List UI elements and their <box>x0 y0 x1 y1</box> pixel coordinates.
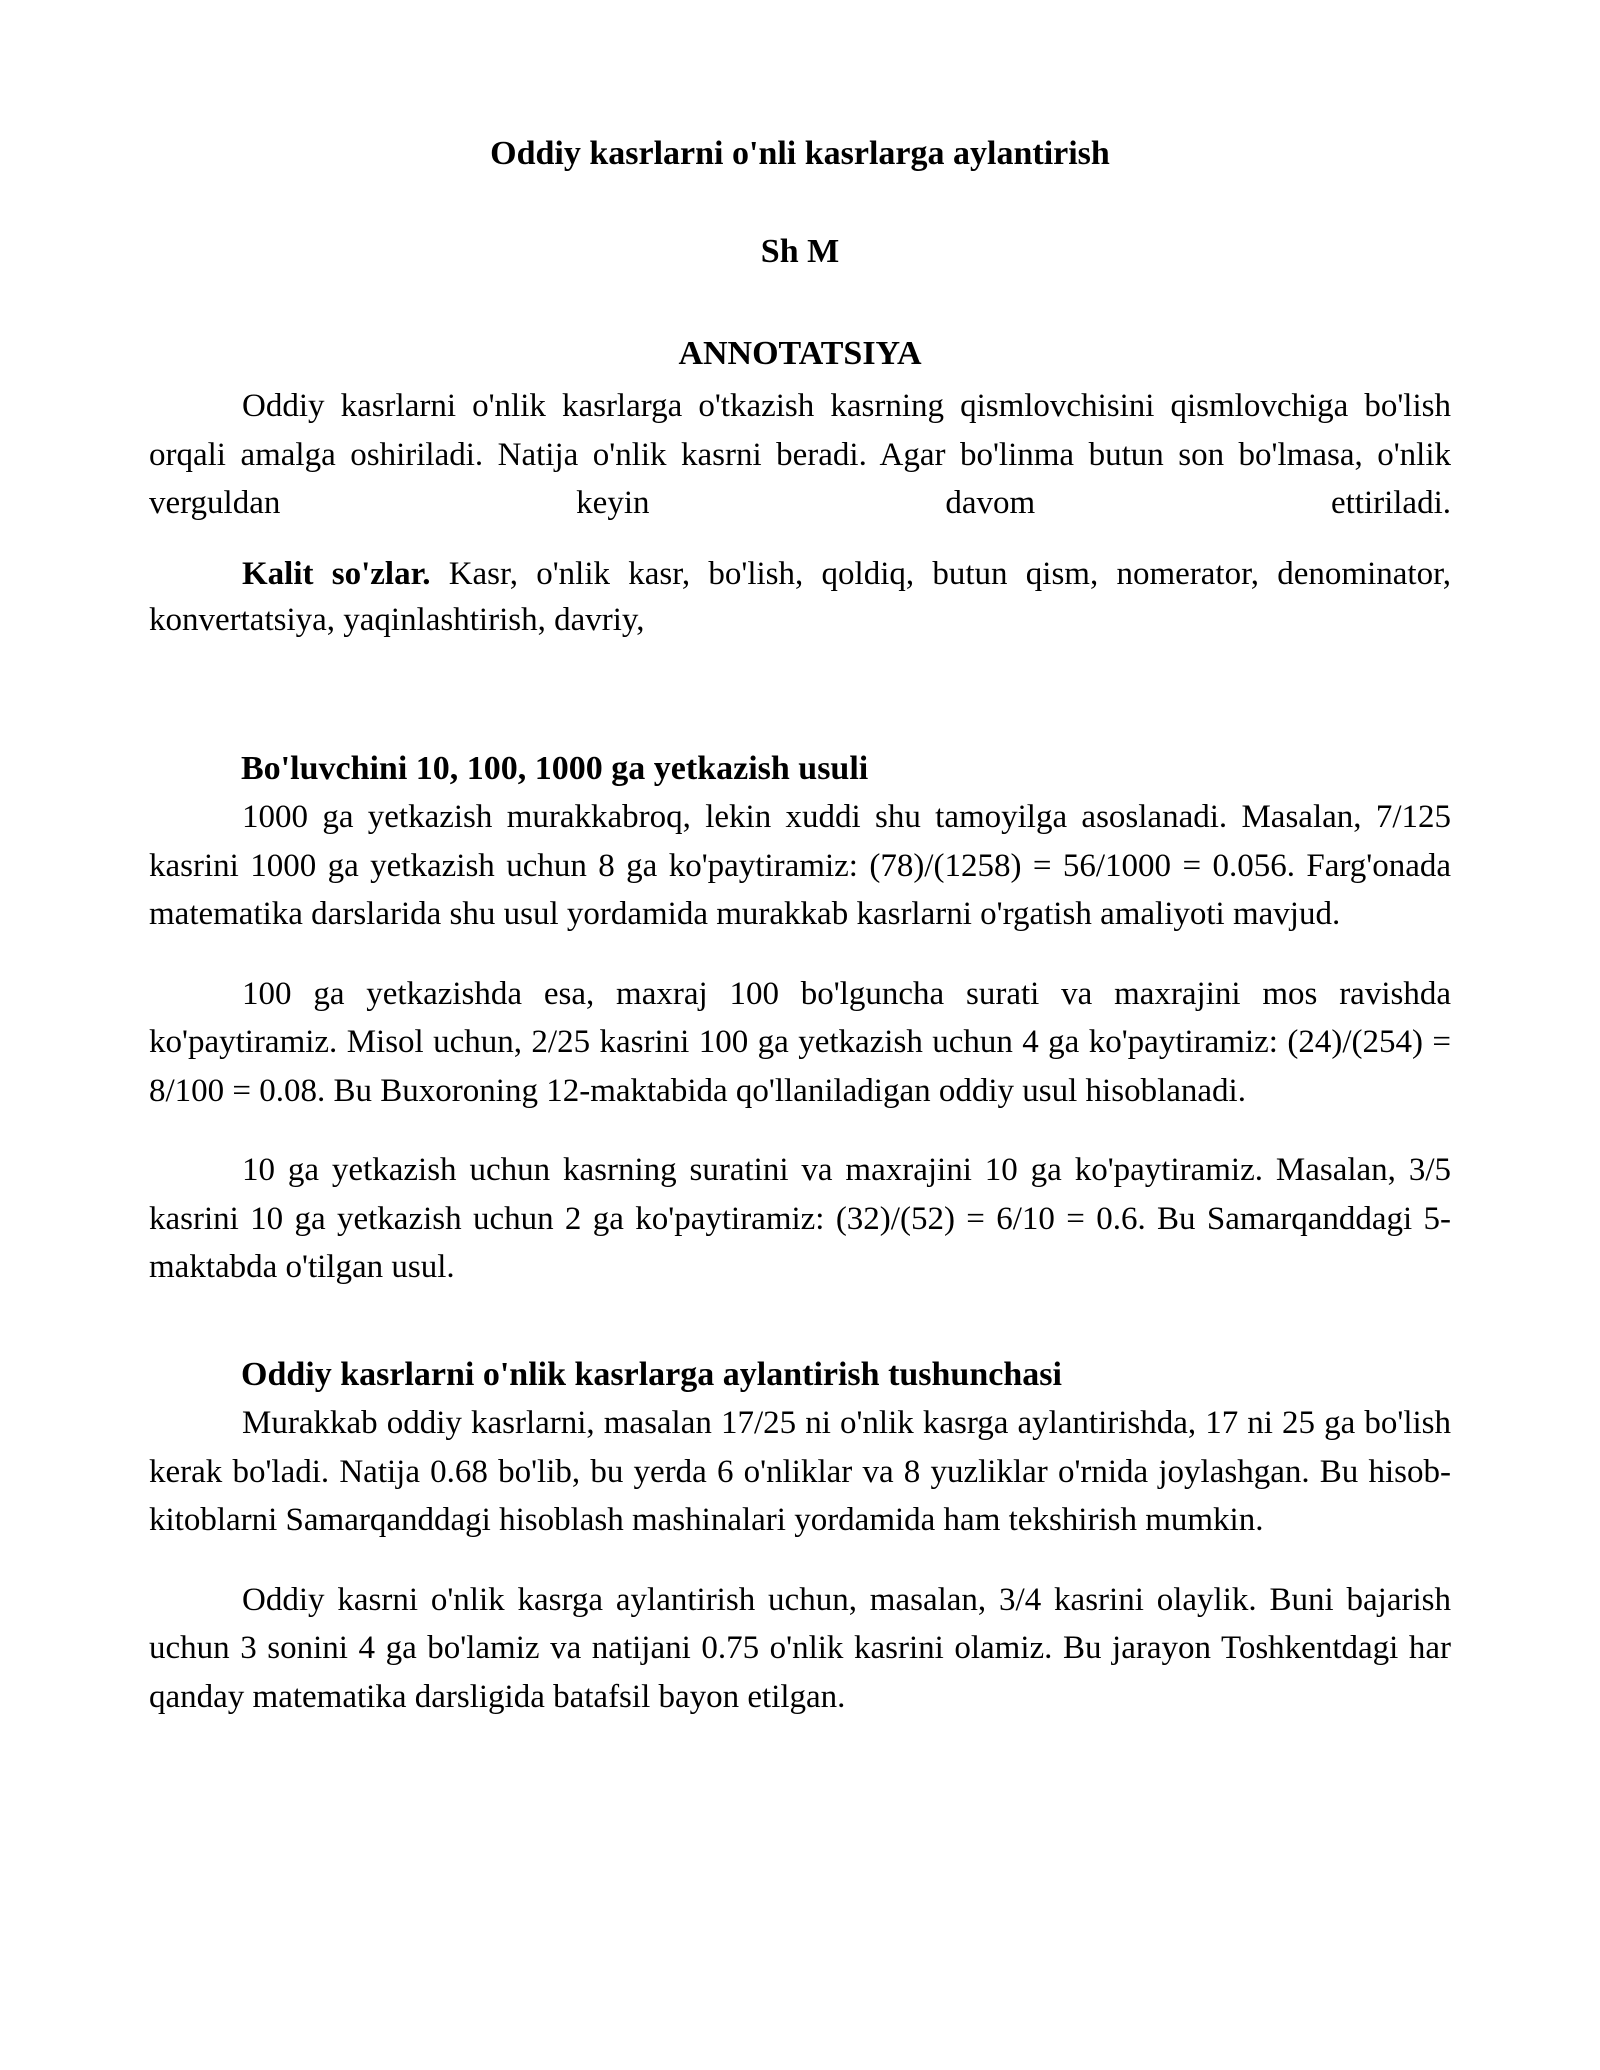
keywords-paragraph <box>149 551 1451 643</box>
body-paragraph: Oddiy kasrni o'nlik kasrga aylantirish uchun, masalan, 3/4 kasrini olaylik. Buni bajarish uchun 3 sonini 4 ga bo'lamiz va natijani 0.75 o'nlik kasrini olamiz. Bu jarayon Toshkentdagi har qanday matematika darsligida batafsil bayon etilgan. <box>149 1581 1451 1715</box>
body-paragraph: 100 ga yetkazishda esa, maxraj 100 bo'lguncha surati va maxrajini mos ravishda ko'paytiramiz. Misol uchun, 2/25 kasrini 100 ga yetkazish uchun 4 ga ko'paytiramiz: (24)/(254) = 8/100 = 0.08. Bu Buxoroning 12-maktabida qo'llaniladigan oddiy usul hisoblanadi. <box>149 975 1451 1109</box>
author-name: Sh M <box>760 233 840 270</box>
body-paragraph: 10 ga yetkazish uchun kasrning suratini va maxrajini 10 ga ko'paytiramiz. Masalan, 3/5 kasrini 10 ga yetkazish uchun 2 ga ko'paytiramiz: (32)/(52) = 6/10 = 0.6. Bu Samarqanddagi 5-maktabda o'tilgan usul. <box>149 1152 1451 1285</box>
keywords-label: Kalit so'zlar. <box>242 555 431 592</box>
body-paragraph: Murakkab oddiy kasrlarni, masalan 17/25 ni o'nlik kasrga aylantirishda, 17 ni 25 ga bo'lish kerak bo'ladi. Natija 0.68 bo'lib, bu yerda 6 o'nliklar va 8 yuzliklar o'rnida joylashgan. Bu hisob-kitoblarni Samarqanddagi hisoblash mashinalari yordamida ham tekshirish mumkin. <box>149 1405 1451 1538</box>
document-page <box>149 0 1451 1721</box>
section-heading: Oddiy kasrlarni o'nlik kasrlarga aylantirish tushunchasi <box>241 1355 1062 1393</box>
keywords-text: Kasr, o'nlik kasr, bo'lish, qoldiq, butun qism, nomerator, denominator, konvertatsiya, yaqinlashtirish, davriy, <box>149 555 1451 638</box>
annotation-paragraph: Oddiy kasrlarni o'nlik kasrlarga o'tkazish kasrning qismlovchisini qismlovchiga bo'lish orqali amalga oshiriladi. Natija o'nlik kasrni beradi. Agar bo'linma butun son bo'lmasa, o'nlik verguldan keyin davom ettiriladi. <box>149 388 1451 521</box>
annotation-heading: ANNOTATSIYA <box>678 335 922 372</box>
body-paragraph: 1000 ga yetkazish murakkabroq, lekin xuddi shu tamoyilga asoslanadi. Masalan, 7/125 kasrini 1000 ga yetkazish uchun 8 ga ko'paytiramiz: (78)/(1258) = 56/1000 = 0.056. Farg'onada matematika darslarida shu usul yordamida murakkab kasrlarni o'rgatish amaliyoti mavjud. <box>149 799 1451 932</box>
section-heading: Bo'luvchini 10, 100, 1000 ga yetkazish usuli <box>241 749 869 787</box>
document-title: Oddiy kasrlarni o'nli kasrlarga aylantirish <box>490 135 1110 172</box>
